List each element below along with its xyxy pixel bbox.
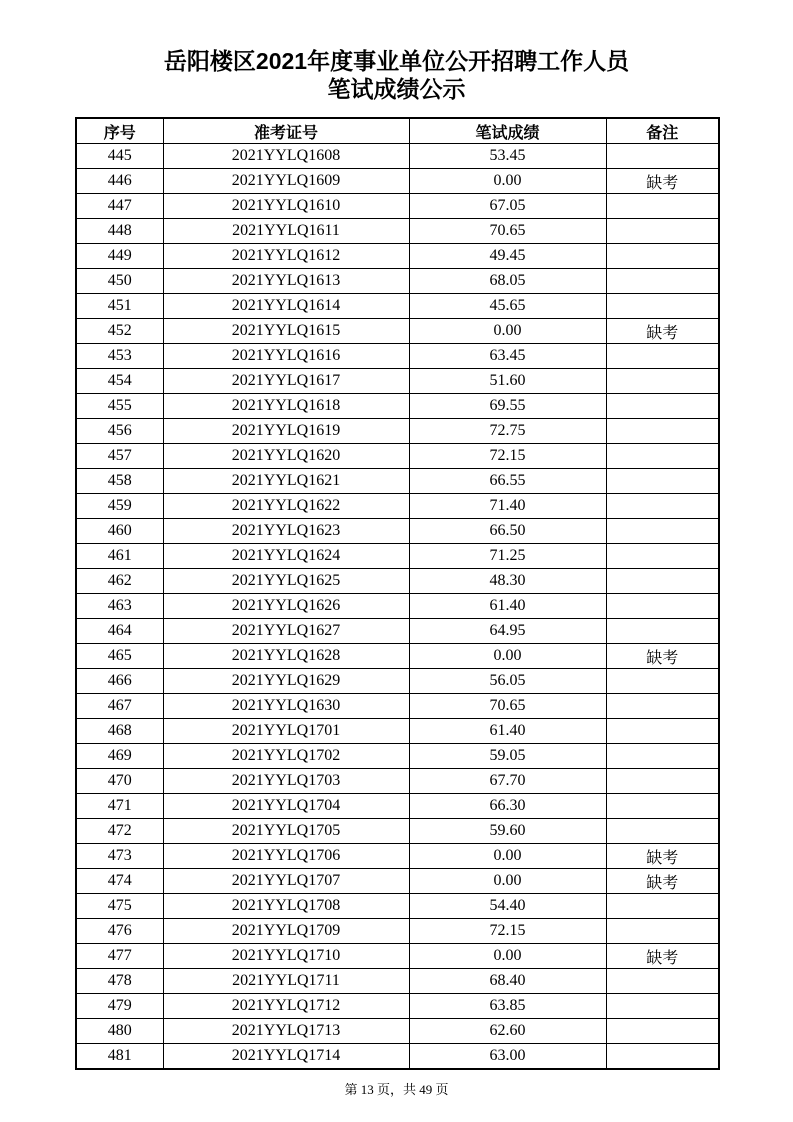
exam-id-cell: 2021YYLQ1613 (163, 269, 409, 294)
table-row (76, 144, 719, 169)
remark-cell (606, 969, 719, 994)
seq-cell: 460 (76, 519, 163, 544)
score-cell: 66.55 (409, 469, 606, 494)
exam-id-cell: 2021YYLQ1627 (163, 619, 409, 644)
score-cell: 0.00 (409, 944, 606, 969)
exam-id-cell: 2021YYLQ1615 (163, 319, 409, 344)
remark-cell (606, 794, 719, 819)
remark-cell (606, 694, 719, 719)
seq-cell: 461 (76, 544, 163, 569)
table-row (76, 694, 719, 719)
seq-cell: 480 (76, 1019, 163, 1044)
remark-cell (606, 894, 719, 919)
exam-id-cell: 2021YYLQ1706 (163, 844, 409, 869)
table-row (76, 294, 719, 319)
score-cell: 63.85 (409, 994, 606, 1019)
seq-cell: 464 (76, 619, 163, 644)
page-title-line1: 岳阳楼区2021年度事业单位公开招聘工作人员 (163, 48, 630, 74)
header-remark: 备注 (606, 118, 719, 144)
remark-cell (606, 269, 719, 294)
exam-id-cell: 2021YYLQ1710 (163, 944, 409, 969)
seq-cell: 455 (76, 394, 163, 419)
table-row (76, 569, 719, 594)
exam-id-cell: 2021YYLQ1622 (163, 494, 409, 519)
exam-id-cell: 2021YYLQ1621 (163, 469, 409, 494)
seq-cell: 467 (76, 694, 163, 719)
exam-id-cell: 2021YYLQ1712 (163, 994, 409, 1019)
remark-cell (606, 244, 719, 269)
table-row (76, 544, 719, 569)
table-row (76, 744, 719, 769)
seq-cell: 447 (76, 194, 163, 219)
exam-id-cell: 2021YYLQ1713 (163, 1019, 409, 1044)
remark-cell (606, 719, 719, 744)
score-cell: 63.45 (409, 344, 606, 369)
score-cell: 49.45 (409, 244, 606, 269)
remark-cell (606, 994, 719, 1019)
table-row (76, 519, 719, 544)
score-cell: 66.50 (409, 519, 606, 544)
table-row (76, 769, 719, 794)
remark-cell (606, 419, 719, 444)
remark-cell (606, 444, 719, 469)
header-score: 笔试成绩 (409, 118, 606, 144)
table-row (76, 669, 719, 694)
table-row (76, 269, 719, 294)
seq-cell: 451 (76, 294, 163, 319)
remark-cell (606, 519, 719, 544)
exam-id-cell: 2021YYLQ1611 (163, 219, 409, 244)
table-row (76, 719, 719, 744)
table-row (76, 794, 719, 819)
score-cell: 59.05 (409, 744, 606, 769)
exam-id-cell: 2021YYLQ1630 (163, 694, 409, 719)
score-cell: 0.00 (409, 319, 606, 344)
exam-id-cell: 2021YYLQ1618 (163, 394, 409, 419)
seq-cell: 479 (76, 994, 163, 1019)
seq-cell: 466 (76, 669, 163, 694)
remark-cell: 缺考 (606, 644, 719, 669)
table-row (76, 244, 719, 269)
seq-cell: 463 (76, 594, 163, 619)
remark-cell (606, 394, 719, 419)
exam-id-cell: 2021YYLQ1703 (163, 769, 409, 794)
exam-id-cell: 2021YYLQ1610 (163, 194, 409, 219)
seq-cell: 446 (76, 169, 163, 194)
remark-cell (606, 219, 719, 244)
score-cell: 54.40 (409, 894, 606, 919)
score-cell: 64.95 (409, 619, 606, 644)
remark-cell (606, 344, 719, 369)
score-cell: 71.25 (409, 544, 606, 569)
page-title (0, 0, 793, 103)
seq-cell: 465 (76, 644, 163, 669)
seq-cell: 475 (76, 894, 163, 919)
exam-id-cell: 2021YYLQ1708 (163, 894, 409, 919)
remark-cell: 缺考 (606, 844, 719, 869)
score-cell: 71.40 (409, 494, 606, 519)
score-cell: 53.45 (409, 144, 606, 169)
score-cell: 67.05 (409, 194, 606, 219)
table-row (76, 919, 719, 944)
table-row (76, 369, 719, 394)
remark-cell: 缺考 (606, 944, 719, 969)
score-cell: 68.05 (409, 269, 606, 294)
score-cell: 0.00 (409, 844, 606, 869)
table-row (76, 594, 719, 619)
remark-cell (606, 594, 719, 619)
header-exam-id: 准考证号 (163, 118, 409, 144)
score-cell: 61.40 (409, 719, 606, 744)
score-cell: 56.05 (409, 669, 606, 694)
seq-cell: 470 (76, 769, 163, 794)
exam-id-cell: 2021YYLQ1628 (163, 644, 409, 669)
score-cell: 67.70 (409, 769, 606, 794)
table-row (76, 494, 719, 519)
exam-id-cell: 2021YYLQ1612 (163, 244, 409, 269)
exam-id-cell: 2021YYLQ1714 (163, 1044, 409, 1070)
table-row (76, 1044, 719, 1070)
remark-cell (606, 494, 719, 519)
exam-id-cell: 2021YYLQ1711 (163, 969, 409, 994)
remark-cell (606, 1044, 719, 1070)
table-row (76, 194, 719, 219)
exam-id-cell: 2021YYLQ1709 (163, 919, 409, 944)
exam-id-cell: 2021YYLQ1614 (163, 294, 409, 319)
table-row (76, 469, 719, 494)
table-row (76, 844, 719, 869)
seq-cell: 471 (76, 794, 163, 819)
seq-cell: 478 (76, 969, 163, 994)
seq-cell: 468 (76, 719, 163, 744)
table-row (76, 444, 719, 469)
score-cell: 66.30 (409, 794, 606, 819)
exam-id-cell: 2021YYLQ1625 (163, 569, 409, 594)
exam-id-cell: 2021YYLQ1620 (163, 444, 409, 469)
remark-cell (606, 144, 719, 169)
remark-cell (606, 769, 719, 794)
remark-cell (606, 919, 719, 944)
table-row (76, 819, 719, 844)
seq-cell: 445 (76, 144, 163, 169)
seq-cell: 448 (76, 219, 163, 244)
score-cell: 48.30 (409, 569, 606, 594)
remark-cell (606, 194, 719, 219)
seq-cell: 452 (76, 319, 163, 344)
table-row (76, 994, 719, 1019)
seq-cell: 462 (76, 569, 163, 594)
header-seq: 序号 (76, 118, 163, 144)
score-cell: 63.00 (409, 1044, 606, 1070)
exam-id-cell: 2021YYLQ1608 (163, 144, 409, 169)
score-table (75, 117, 720, 1070)
seq-cell: 474 (76, 869, 163, 894)
table-header-row (76, 118, 719, 144)
score-cell: 69.55 (409, 394, 606, 419)
page-footer: 第 13 页，共 49 页 (344, 1082, 449, 1097)
remark-cell (606, 369, 719, 394)
seq-cell: 458 (76, 469, 163, 494)
table-row (76, 969, 719, 994)
table-row (76, 869, 719, 894)
exam-id-cell: 2021YYLQ1629 (163, 669, 409, 694)
exam-id-cell: 2021YYLQ1707 (163, 869, 409, 894)
table-row (76, 319, 719, 344)
exam-id-cell: 2021YYLQ1701 (163, 719, 409, 744)
exam-id-cell: 2021YYLQ1619 (163, 419, 409, 444)
exam-id-cell: 2021YYLQ1704 (163, 794, 409, 819)
seq-cell: 476 (76, 919, 163, 944)
score-cell: 68.40 (409, 969, 606, 994)
remark-cell (606, 1019, 719, 1044)
seq-cell: 450 (76, 269, 163, 294)
exam-id-cell: 2021YYLQ1705 (163, 819, 409, 844)
table-row (76, 619, 719, 644)
seq-cell: 456 (76, 419, 163, 444)
remark-cell (606, 744, 719, 769)
score-cell: 59.60 (409, 819, 606, 844)
score-cell: 70.65 (409, 694, 606, 719)
exam-id-cell: 2021YYLQ1609 (163, 169, 409, 194)
page-title-line2: 笔试成绩公示 (327, 76, 466, 102)
remark-cell: 缺考 (606, 869, 719, 894)
exam-id-cell: 2021YYLQ1702 (163, 744, 409, 769)
remark-cell (606, 294, 719, 319)
seq-cell: 481 (76, 1044, 163, 1070)
seq-cell: 453 (76, 344, 163, 369)
seq-cell: 477 (76, 944, 163, 969)
seq-cell: 472 (76, 819, 163, 844)
table-row (76, 169, 719, 194)
score-cell: 72.15 (409, 919, 606, 944)
score-cell: 72.75 (409, 419, 606, 444)
table-row (76, 1019, 719, 1044)
remark-cell (606, 669, 719, 694)
remark-cell (606, 569, 719, 594)
score-cell: 51.60 (409, 369, 606, 394)
exam-id-cell: 2021YYLQ1626 (163, 594, 409, 619)
exam-id-cell: 2021YYLQ1624 (163, 544, 409, 569)
score-cell: 0.00 (409, 169, 606, 194)
remark-cell: 缺考 (606, 169, 719, 194)
score-cell: 62.60 (409, 1019, 606, 1044)
score-cell: 45.65 (409, 294, 606, 319)
table-row (76, 344, 719, 369)
score-cell: 70.65 (409, 219, 606, 244)
table-row (76, 419, 719, 444)
table-row (76, 394, 719, 419)
exam-id-cell: 2021YYLQ1617 (163, 369, 409, 394)
remark-cell (606, 544, 719, 569)
seq-cell: 457 (76, 444, 163, 469)
table-row (76, 219, 719, 244)
remark-cell (606, 469, 719, 494)
score-cell: 72.15 (409, 444, 606, 469)
seq-cell: 454 (76, 369, 163, 394)
remark-cell (606, 819, 719, 844)
remark-cell (606, 619, 719, 644)
table-row (76, 894, 719, 919)
table-row (76, 944, 719, 969)
score-cell: 61.40 (409, 594, 606, 619)
seq-cell: 449 (76, 244, 163, 269)
score-cell: 0.00 (409, 869, 606, 894)
table-row (76, 644, 719, 669)
seq-cell: 473 (76, 844, 163, 869)
score-table-body (76, 144, 719, 1070)
seq-cell: 469 (76, 744, 163, 769)
seq-cell: 459 (76, 494, 163, 519)
exam-id-cell: 2021YYLQ1623 (163, 519, 409, 544)
score-cell: 0.00 (409, 644, 606, 669)
remark-cell: 缺考 (606, 319, 719, 344)
exam-id-cell: 2021YYLQ1616 (163, 344, 409, 369)
